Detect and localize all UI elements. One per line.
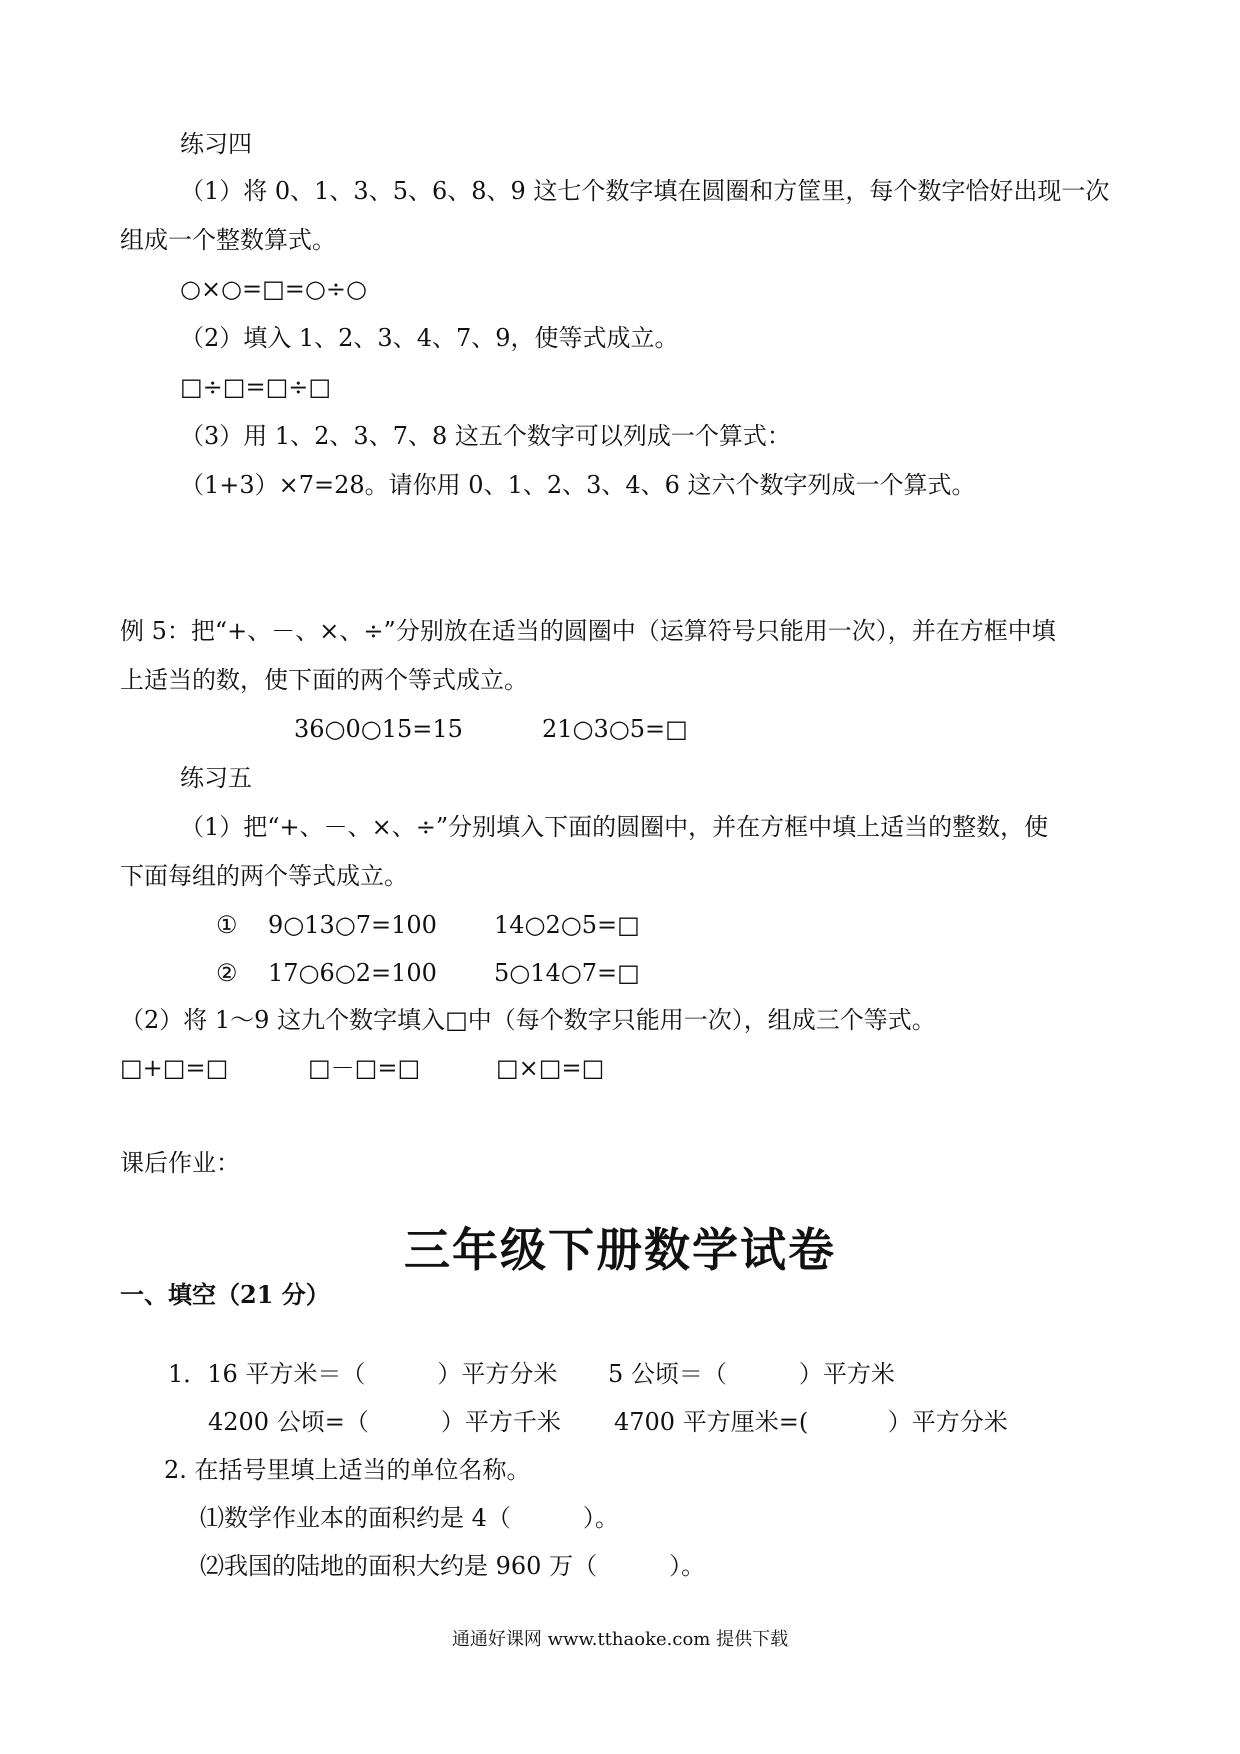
- practice-five-q2-eq3: □×□=□: [496, 1054, 605, 1082]
- exam-q1-c: 4200 公顷=（ ）平方千米: [208, 1408, 561, 1436]
- row2-eq1: 17○6○2=100: [268, 959, 437, 987]
- example-five-line2: 上适当的数，使下面的两个等式成立。: [120, 666, 528, 694]
- row1-eq2: 14○2○5=□: [494, 911, 640, 939]
- practice-five-heading: 练习五: [180, 764, 252, 792]
- exam-title: 三年级下册数学试卷: [404, 1223, 836, 1277]
- practice-four-q2-formula: □÷□=□÷□: [180, 373, 332, 401]
- row2-mark: ②: [216, 959, 238, 987]
- example-five-eq2: 21○3○5=□: [542, 715, 688, 743]
- exam-q1-d: 4700 平方厘米=( ）平方分米: [614, 1408, 1008, 1436]
- practice-five-q1-line1: （1）把“+、－、×、÷”分别填入下面的圆圈中，并在方框中填上适当的整数，使: [180, 813, 1049, 841]
- practice-five-q1-line2: 下面每组的两个等式成立。: [120, 862, 408, 890]
- practice-four-q1-line1: （1）将 0、1、3、5、6、8、9 这七个数字填在圆圈和方筐里，每个数字恰好出现一次: [180, 177, 1110, 205]
- practice-four-q1-line2: 组成一个整数算式。: [120, 226, 336, 254]
- exam-q2-sub1: ⑴数学作业本的面积约是 4（ ）。: [200, 1504, 619, 1532]
- practice-four-q3-line1: （3）用 1、2、3、7、8 这五个数字可以列成一个算式：: [180, 422, 791, 450]
- homework-label: 课后作业：: [120, 1149, 240, 1177]
- section-one-heading: 一、填空（21 分）: [120, 1280, 330, 1309]
- practice-four-heading: 练习四: [180, 130, 252, 158]
- exam-q2-sub2: ⑵我国的陆地的面积大约是 960 万（ ）。: [200, 1552, 706, 1580]
- practice-four-q2-text: （2）填入 1、2、3、4、7、9，使等式成立。: [180, 324, 679, 352]
- row1-mark: ①: [216, 911, 238, 939]
- exam-q1-b: 5 公顷＝（ ）平方米: [608, 1360, 895, 1388]
- practice-five-q2-text: （2）将 1～9 这九个数字填入□中（每个数字只能用一次），组成三个等式。: [120, 1006, 936, 1034]
- row1-eq1: 9○13○7=100: [268, 911, 437, 939]
- practice-four-q1-formula: ○×○=□=○÷○: [180, 275, 367, 303]
- footer-watermark: 通通好课网 www.tthaoke.com 提供下载: [451, 1629, 789, 1650]
- row2-eq2: 5○14○7=□: [494, 959, 640, 987]
- practice-five-q2-eq1: □+□=□: [120, 1054, 229, 1082]
- example-five-line1: 例 5：把“+、－、×、÷”分别放在适当的圆圈中（运算符号只能用一次），并在方框中填: [120, 617, 1056, 645]
- exam-q1-a: 1．16 平方米＝（ ）平方分米: [168, 1360, 558, 1388]
- exam-q2-text: 2. 在括号里填上适当的单位名称。: [164, 1456, 531, 1484]
- practice-five-q2-eq2: □－□=□: [308, 1054, 421, 1082]
- practice-four-q3-line2: （1+3）×7=28。请你用 0、1、2、3、4、6 这六个数字列成一个算式。: [180, 471, 976, 499]
- example-five-eq1: 36○0○15=15: [294, 715, 463, 743]
